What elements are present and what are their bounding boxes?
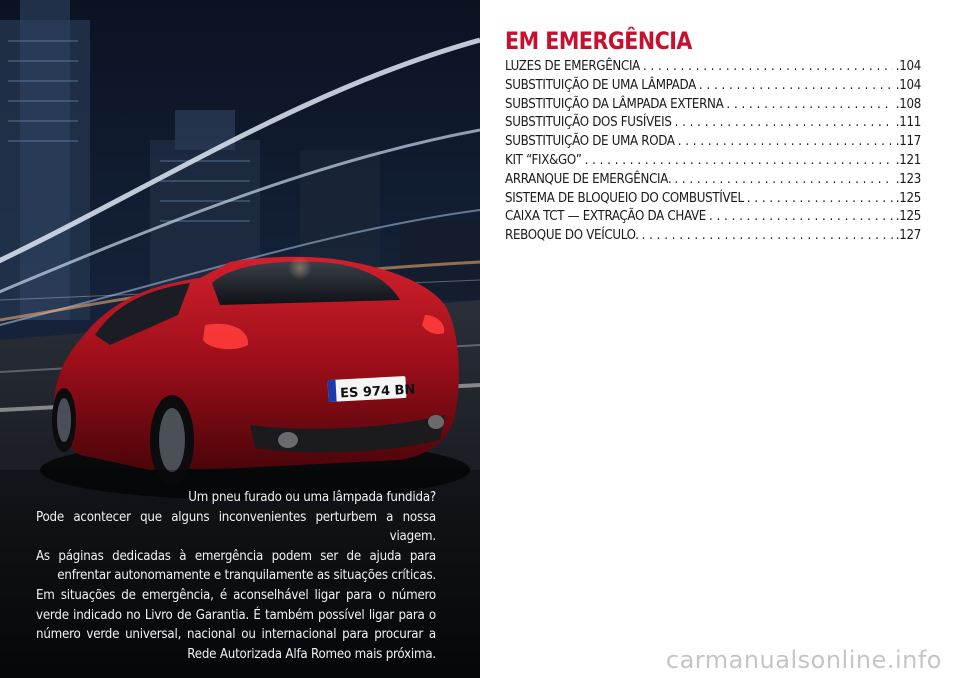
toc-entry-page: .123 (895, 171, 921, 187)
toc-dot-leader (674, 172, 892, 187)
toc-entry[interactable] (505, 191, 921, 210)
toc-dot-leader (726, 97, 892, 112)
toc-entry-title: REBOQUE DO VEÍCULO. (505, 228, 639, 244)
toc-entry[interactable] (505, 115, 921, 134)
toc-entry[interactable] (505, 153, 921, 172)
toc-entry-title: LUZES DE EMERGÊNCIA (505, 59, 640, 74)
toc-entry-title: KIT “FIX&GO” (505, 152, 582, 168)
caption-line-1: Um pneu furado ou uma lâmpada fundida? (188, 490, 436, 505)
toc-dot-leader (642, 228, 893, 243)
toc-entry-page: .104 (895, 77, 921, 93)
photo-caption (36, 488, 436, 664)
toc-dot-leader (678, 134, 893, 149)
toc-dot-leader (675, 115, 893, 130)
caption-line-3: As páginas dedicadas à emergência podem ser de ajuda para enfrentar autonomamente e tranquilamente as situações críticas. (36, 548, 436, 584)
toc-entry-page: .121 (895, 152, 921, 168)
toc-dot-leader (643, 59, 893, 74)
toc-entry[interactable] (505, 228, 921, 247)
caption-line-4: Em situações de emergência, é aconselhável ligar para o número verde indicado no Livro de Garantia. É também possível ligar para o número verde universal, nacional ou internacional para procurar a Rede Autorizada Alfa Romeo mais próxima. (36, 587, 436, 662)
toc-entry-title: CAIXA TCT — EXTRAÇÃO DA CHAVE (505, 209, 706, 225)
toc-dot-leader (709, 209, 893, 224)
toc-entry[interactable] (505, 97, 921, 116)
toc-entry-page: .111 (895, 115, 921, 131)
toc-entry-page: .127 (895, 228, 921, 244)
toc-entry-title: SUBSTITUIÇÃO DOS FUSÍVEIS (505, 115, 672, 131)
toc-dot-leader (747, 191, 893, 206)
section-title: EM EMERGÊNCIA (505, 27, 692, 55)
watermark: carmanualsonline.info (665, 646, 942, 674)
caption-line-2: Pode acontecer que alguns inconvenientes perturbem a nossa viagem. (36, 509, 436, 545)
toc-entry-page: .125 (895, 209, 921, 225)
toc-entry-title: SUBSTITUIÇÃO DE UMA LÂMPADA (505, 77, 696, 93)
toc-entry-title: ARRANQUE DE EMERGÊNCIA. (505, 171, 672, 187)
toc-entry[interactable] (505, 172, 921, 191)
toc-entry[interactable] (505, 78, 921, 97)
toc-entry-page: .125 (895, 190, 921, 206)
toc-entry[interactable] (505, 134, 921, 153)
toc-entry-title: SUBSTITUIÇÃO DA LÂMPADA EXTERNA (505, 96, 724, 112)
toc-entry[interactable] (505, 209, 921, 228)
toc-entry-page: .108 (895, 96, 921, 112)
toc-entry-title: SUBSTITUIÇÃO DE UMA RODA (505, 134, 675, 150)
toc-entry-page: .117 (895, 134, 921, 150)
toc-entry-title: SISTEMA DE BLOQUEIO DO COMBUSTÍVEL (505, 190, 744, 206)
toc-entry[interactable] (505, 59, 921, 78)
toc-entry-page: .104 (895, 59, 921, 74)
toc-list (505, 59, 921, 247)
license-plate-text: ES 974 BN (339, 382, 416, 402)
toc-dot-leader (585, 153, 893, 168)
toc-dot-leader (699, 78, 893, 93)
